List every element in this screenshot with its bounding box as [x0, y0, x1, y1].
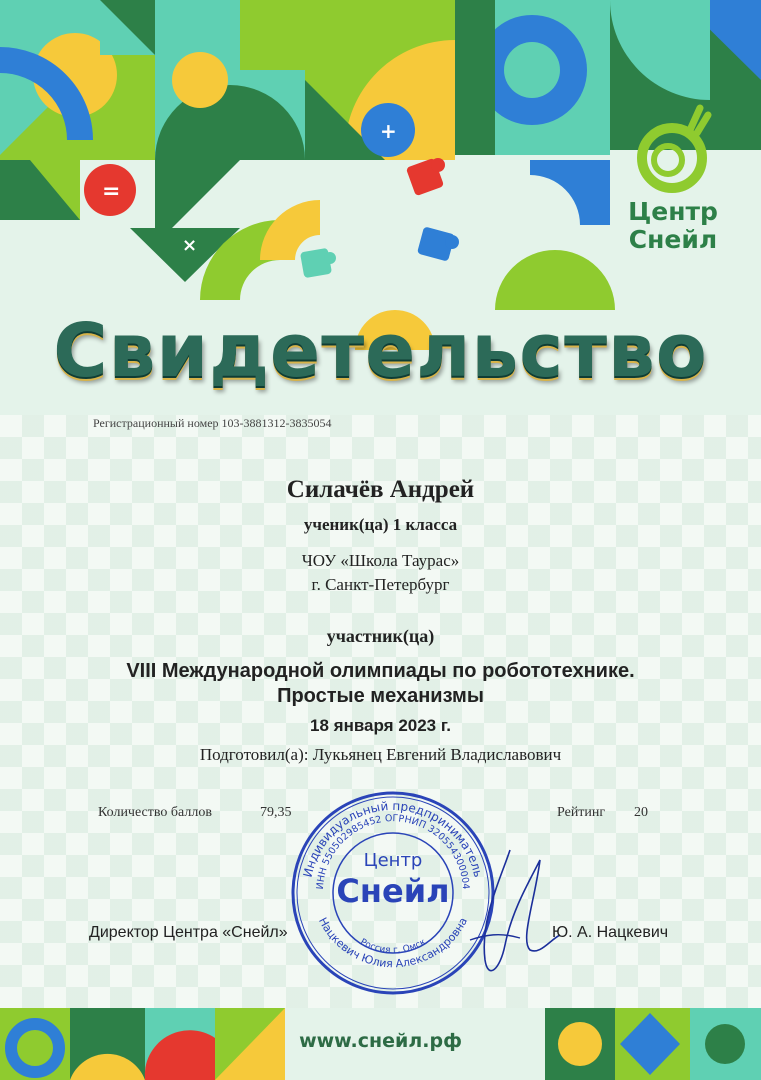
director-label: Директор Центра «Снейл» [89, 924, 288, 941]
stamp-ring-top: Индивидуальный предприниматель [300, 798, 486, 879]
stamp-city: Россия г. Омск [358, 937, 428, 956]
recipient-school: ЧОУ «Школа Таурас» [301, 551, 460, 570]
teacher-line: Подготовил(а): Лукьянец Евгений Владиславович [199, 745, 562, 764]
score-label: Количество баллов [98, 805, 212, 820]
logo-line-2: Снейл [628, 225, 718, 254]
svg-text:×: × [182, 235, 198, 256]
certificate-title: Свидетельство [53, 308, 708, 394]
event-date: 18 января 2023 г. [310, 716, 451, 735]
participant-role: участник(ца) [326, 626, 435, 646]
brand-logo [618, 198, 728, 254]
website-link[interactable]: www.снейл.рф [299, 1030, 462, 1052]
score-value: 79,35 [260, 805, 292, 820]
event-name-line-1: VIII Международной олимпиады по робототехнике. [126, 660, 635, 682]
recipient-name: Силачёв Андрей [286, 476, 475, 503]
event-name [0, 659, 761, 709]
stamp-ring-bottom: Нацкевич Юлия Александровна [315, 915, 471, 971]
handwritten-signature [440, 840, 580, 990]
rating-label: Рейтинг [557, 805, 606, 820]
recipient-city: г. Санкт-Петербург [311, 575, 450, 594]
rating-value: 20 [634, 805, 648, 820]
logo-line-1: Центр [628, 197, 718, 226]
stamp-center-line-1: Центр [363, 850, 423, 871]
event-name-line-2: Простые механизмы [277, 685, 484, 707]
svg-text:+: + [380, 119, 397, 143]
stamp-ring-inner: ИНН 550502985452 ОГРНИП 320554300004 [314, 813, 472, 890]
registration-number: Регистрационный номер 103-3881312-3835054 [93, 416, 332, 430]
svg-text:=: = [102, 179, 121, 204]
recipient-class: ученик(ца) 1 класса [303, 515, 458, 534]
director-name: Ю. А. Нацкевич [552, 924, 669, 941]
stamp-center-line-2: Снейл [336, 872, 450, 910]
